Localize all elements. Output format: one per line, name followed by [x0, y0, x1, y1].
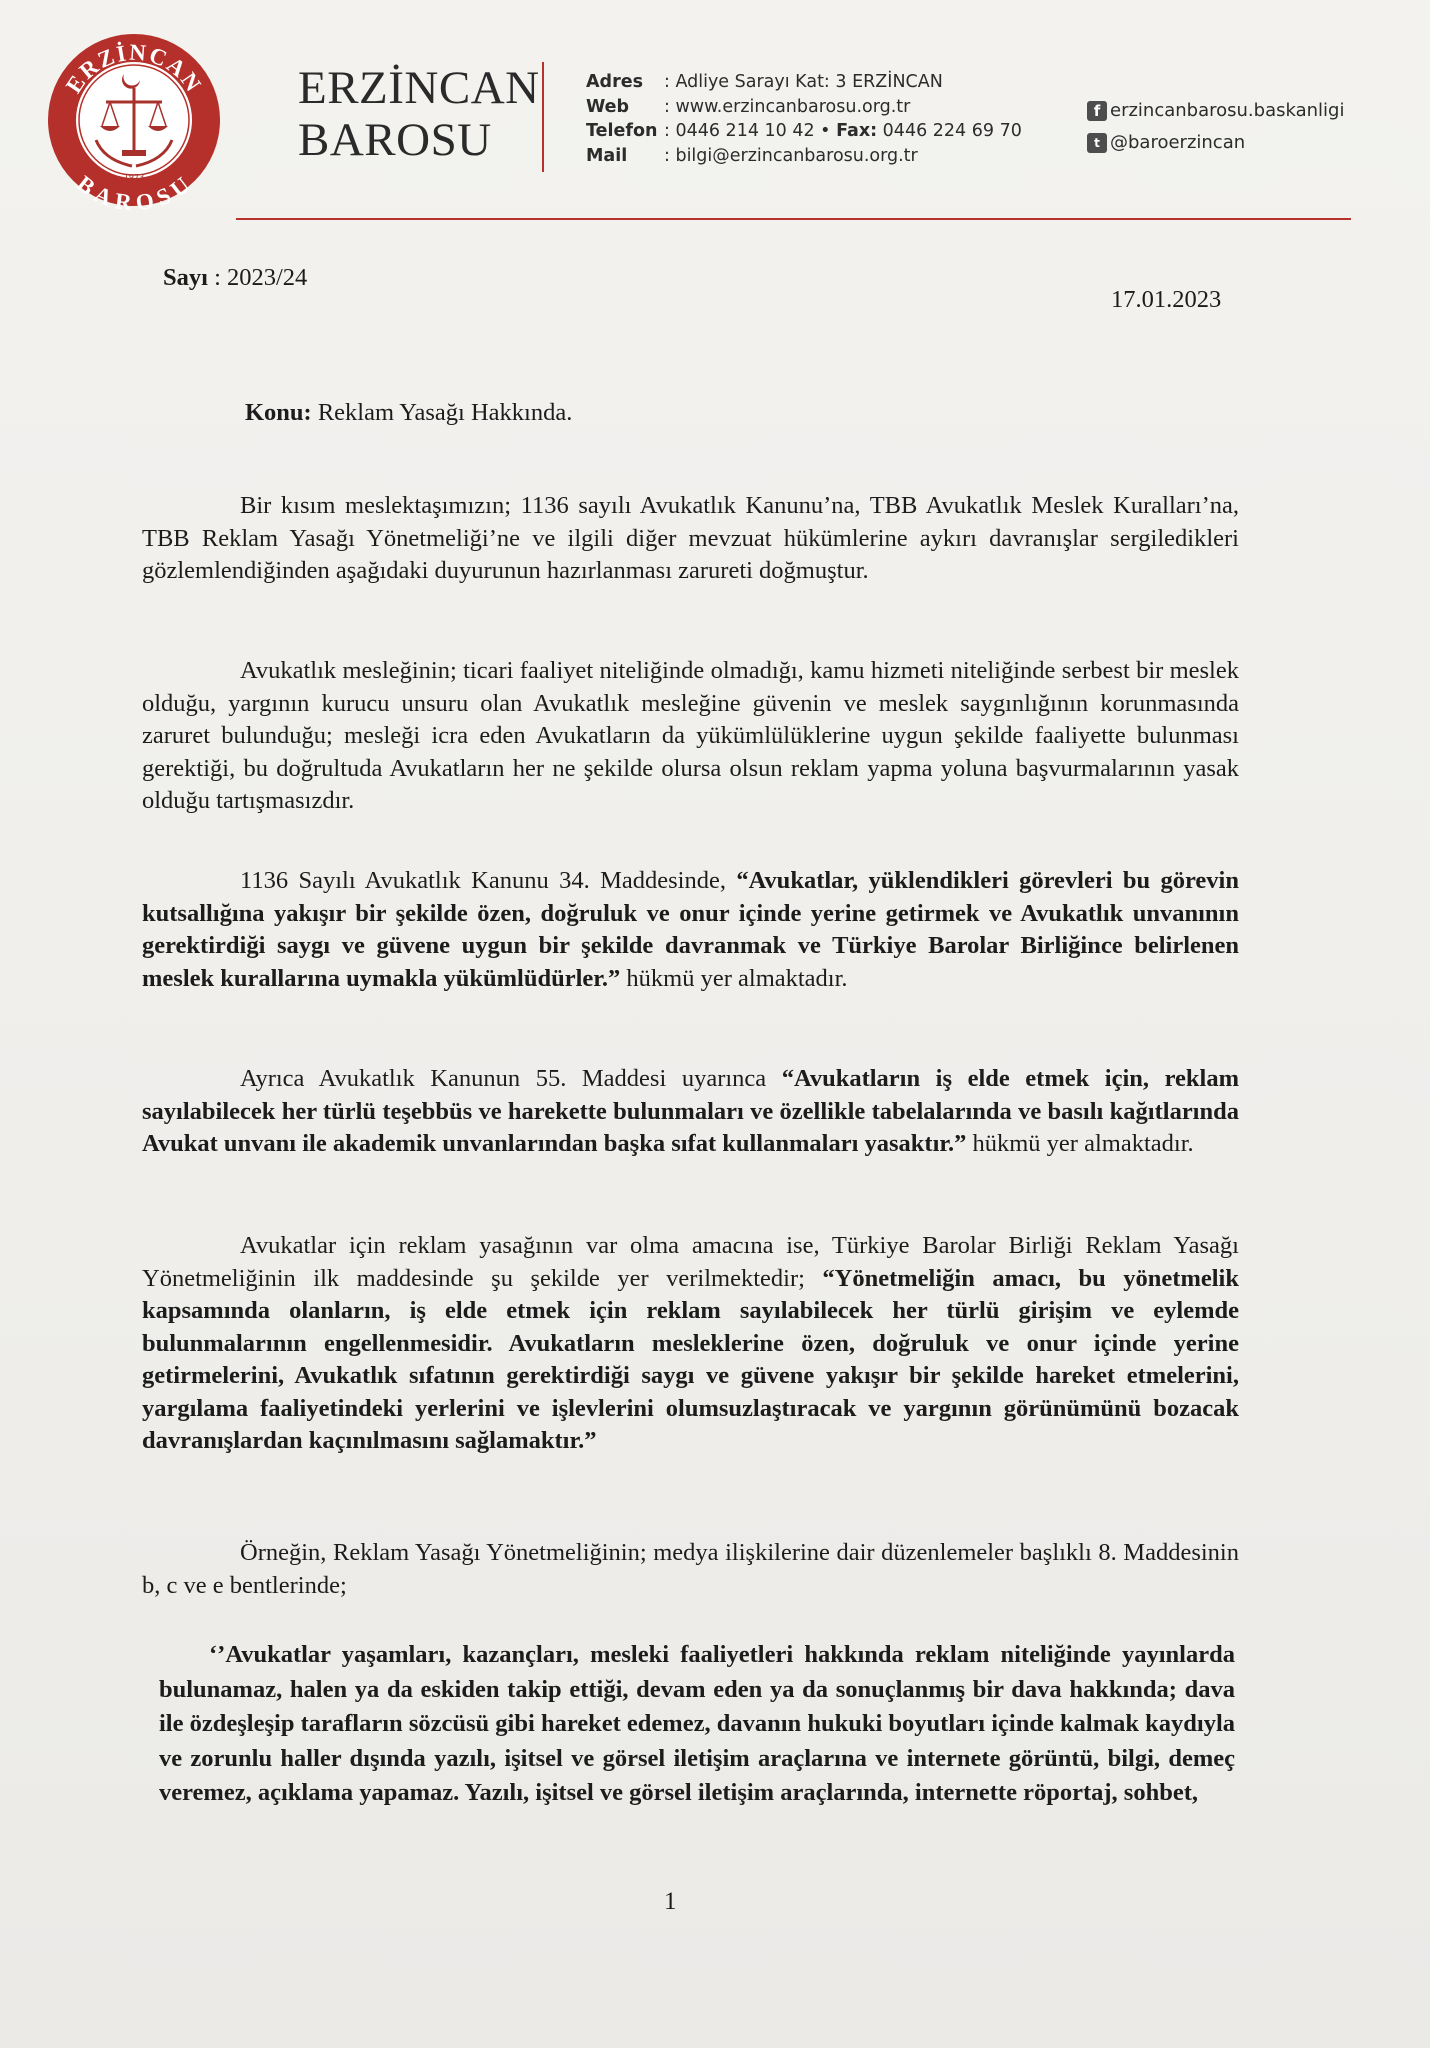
phone-value: : 0446 214 10 42 •: [664, 121, 837, 141]
subject-label: Konu:: [245, 399, 312, 426]
bar-association-logo: [44, 30, 224, 210]
paragraph-5-intro: Avukatlar için reklam yasağının var olma amacına ise, Türkiye Barolar Birliği Reklam Yasağı Yönetmeliğinin ilk maddesinde şu şekilde yer verilmektedir;: [142, 1232, 1239, 1292]
logo-bottom-text: BAROSU: [72, 170, 196, 210]
paragraph-5-quote: “Yönetmeliğin amacı, bu yönetmelik kapsamında olanların, iş elde etmek için reklam sayılabilecek her türlü girişim ve eylemde bulunmalarının engellenmesidir. Avukatların mesleklerine özen, doğruluk ve onur içinde yerine getirmelerini, Avukatlık sıfatının gerektirdiği saygı ve güvene yakışır bir şekilde hareket etmelerini, yargılama faaliyetindeki yerlerini ve işlevlerini olumsuzlaştıracak ve yargının görünümünü bozacak davranışlardan kaçınılmasını sağlamaktır.”: [142, 1264, 1239, 1454]
regulation-quote: [159, 1638, 1235, 1811]
twitter-row[interactable]: [1087, 127, 1344, 159]
phone-label: Telefon: [586, 121, 658, 141]
letter-date: 17.01.2023: [1111, 286, 1222, 313]
paragraph-4-quote: “Avukatların iş elde etmek için, reklam sayılabilecek her türlü teşebbüs ve harekette bulunmaları ve özellikle tabelalarında ve basılı kağıtlarında Avukat unvanı ile akademik unvanlarından başka sıfat kullanmaları yasaktır.”: [142, 1065, 1239, 1157]
paragraph-4-intro: Ayrıca Avukatlık Kanunun 55. Maddesi uyarınca: [240, 1065, 782, 1092]
header-divider: [542, 62, 544, 172]
web-row: [586, 95, 1022, 120]
paragraph-3-intro: 1136 Sayılı Avukatlık Kanunu 34. Maddesinde,: [240, 867, 737, 894]
mail-link[interactable]: : bilgi@erzincanbarosu.org.tr: [664, 145, 918, 166]
page-number: 1: [664, 1888, 677, 1915]
paragraph-6-text: Örneğin, Reklam Yasağı Yönetmeliğinin; medya ilişkilerine dair düzenlemeler başlıklı 8. Maddesinin b, c ve e bentlerinde;: [142, 1539, 1239, 1599]
facebook-row[interactable]: [1087, 95, 1344, 127]
paragraph-1-text: Bir kısım meslektaşımızın; 1136 sayılı Avukatlık Kanunu’na, TBB Avukatlık Meslek Kuralları’na, TBB Reklam Yasağı Yönetmeliği’ne ve ilgili diğer mevzuat hükümlerine aykırı davranışlar sergiledikleri gözlemlendiğinden aşağıdaki duyurunun hazırlanması zarureti doğmuştur.: [142, 492, 1239, 584]
subject-line: [245, 397, 572, 429]
address-label: Adres: [586, 72, 643, 92]
reference-label: Sayı: [163, 264, 208, 291]
brand-line-1: ERZİNCAN: [298, 62, 540, 114]
social-block: [1087, 95, 1344, 159]
contact-block: [586, 70, 1022, 168]
brand-line-2: BAROSU: [298, 114, 492, 166]
regulation-quote-text: ‘’Avukatlar yaşamları, kazançları, mesleki faaliyetleri hakkında reklam niteliğinde yayınlarda bulunamaz, halen ya da eskiden takip ettiği, devam eden ya da sonuçlanmış bir dava hakkında; dava ile özdeşleşip tarafların sözcüsü gibi hareket edemez, davanın hukuki boyutları içinde kalmak kaydıyla ve zorunlu haller dışında yazılı, işitsel ve görsel iletişim araçlarına ve internete görüntü, bilgi, demeç veremez, açıklama yapamaz. Yazılı, işitsel ve görsel iletişim araçlarında, internette röportaj, sohbet,: [159, 1641, 1235, 1806]
mail-row: [586, 144, 1022, 169]
fax-value: 0446 224 69 70: [877, 121, 1022, 141]
paragraph-5: [142, 1230, 1239, 1458]
facebook-icon: f: [1087, 101, 1107, 121]
web-label: Web: [586, 96, 630, 117]
phone-row: [586, 119, 1022, 144]
logo-year: 1973: [123, 173, 145, 182]
fax-label: Fax:: [836, 121, 878, 141]
header-rule: [236, 218, 1351, 220]
reference-number: [163, 262, 307, 294]
logo-top-text: ERZİNCAN: [61, 39, 207, 98]
facebook-handle[interactable]: erzincanbarosu.baskanligi: [1110, 100, 1345, 121]
twitter-handle[interactable]: @baroerzincan: [1110, 132, 1246, 153]
web-link[interactable]: : www.erzincanbarosu.org.tr: [664, 96, 911, 117]
address-value: : Adliye Sarayı Kat: 3 ERZİNCAN: [664, 72, 943, 92]
paragraph-2: [142, 655, 1239, 818]
paragraph-3: [142, 865, 1239, 995]
address-row: [586, 70, 1022, 95]
paragraph-6: [142, 1537, 1239, 1602]
paragraph-3-quote: “Avukatlar, yüklendikleri görevleri bu görevin kutsallığına yakışır bir şekilde özen, doğruluk ve onur içinde yerine getirmek ve Avukatlık unvanının gerektirdiği saygı ve güvene uygun bir şekilde davranmak ve Türkiye Barolar Birliğince belirlenen meslek kurallarına uymakla yükümlüdürler.”: [142, 867, 1239, 992]
paragraph-1: [142, 490, 1239, 588]
subject-value: Reklam Yasağı Hakkında.: [311, 399, 573, 426]
paragraph-4-end: hükmü yer almaktadır.: [966, 1130, 1194, 1157]
paragraph-4: [142, 1063, 1239, 1161]
reference-value: : 2023/24: [207, 264, 308, 291]
paragraph-2-text: Avukatlık mesleğinin; ticari faaliyet niteliğinde olmadığı, kamu hizmeti niteliğinde serbest bir meslek olduğu, yargının kurucu unsuru olan Avukatlık mesleğine güvenin ve meslek saygınlığının korunmasında zaruret bulunduğu; mesleği icra eden Avukatların da yükümlülüklerine uygun şekilde faaliyette bulunması gerektiği, bu doğrultuda Avukatların her ne şekilde olursa olsun reklam yapma yoluna başvurmalarının yasak olduğu tartışmasızdır.: [142, 657, 1239, 814]
mail-label: Mail: [586, 145, 628, 166]
paragraph-3-end: hükmü yer almaktadır.: [620, 964, 848, 992]
brand-name: [298, 62, 540, 166]
twitter-icon: t: [1087, 133, 1107, 153]
